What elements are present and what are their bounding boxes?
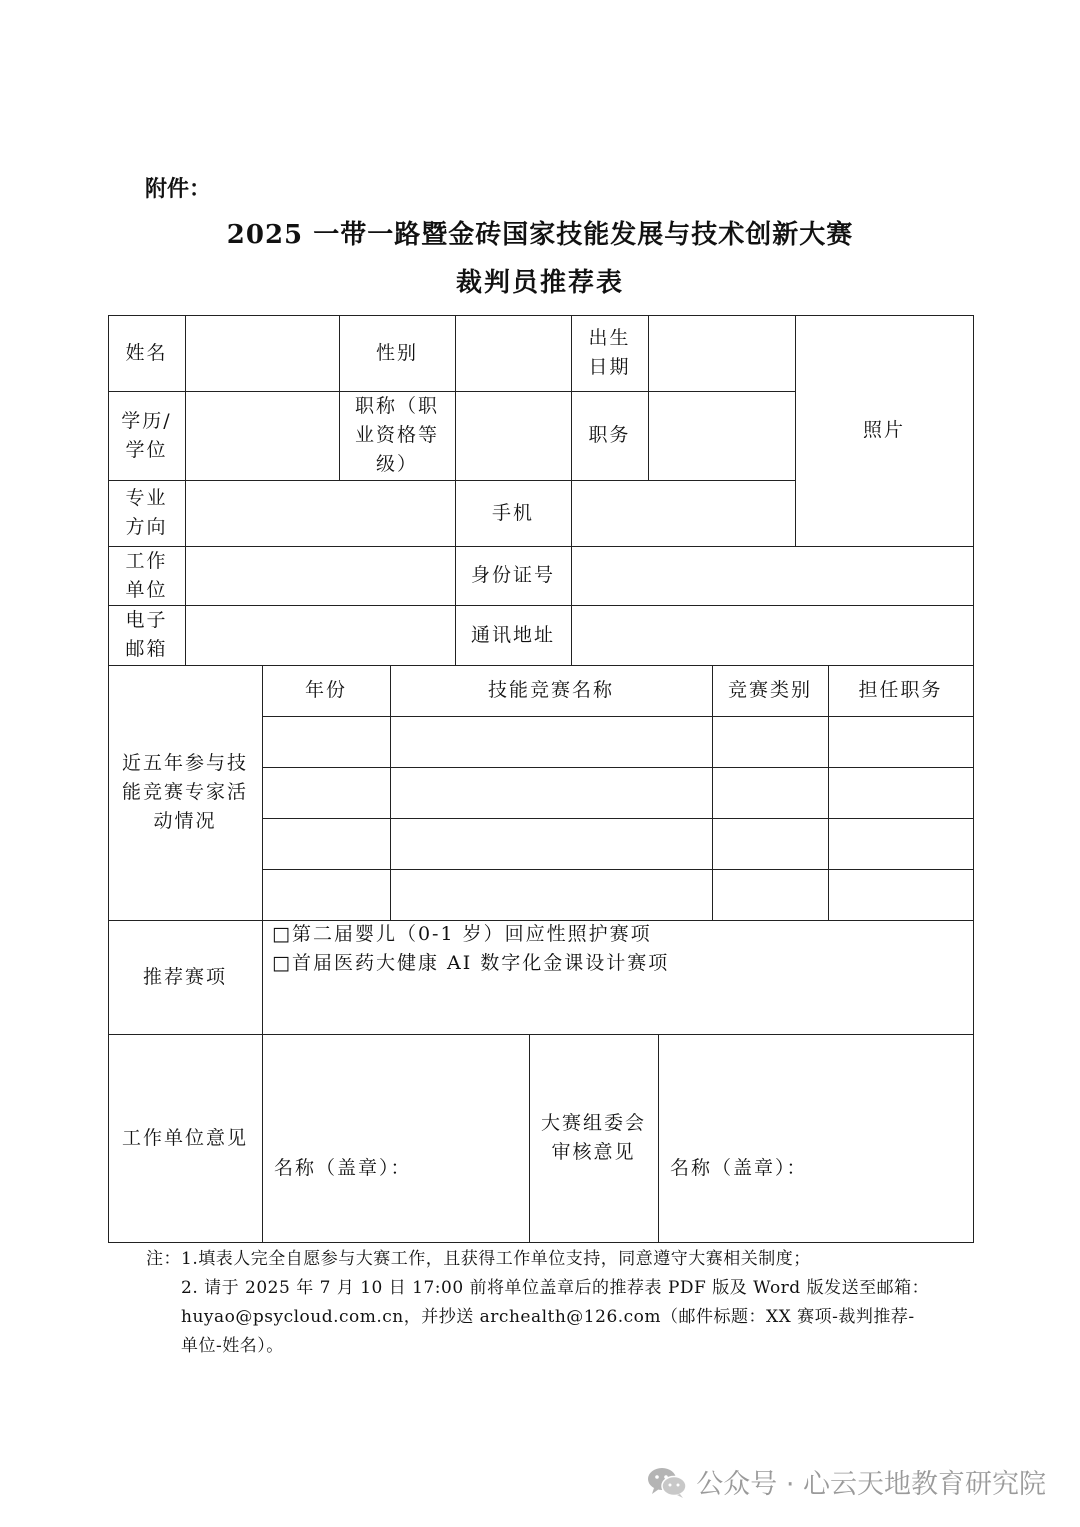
education-field[interactable]: [185, 391, 339, 480]
name-label: 姓名: [125, 341, 168, 364]
note-line: 2. 请于 2025 年 7 月 10 日 17:00 前将单位盖章后的推荐表 PDF 版及 Word 版发送至邮箱：: [181, 1278, 930, 1298]
employer-field[interactable]: [185, 546, 455, 605]
notes: [146, 1245, 966, 1361]
id-number-label: 身份证号: [470, 564, 555, 586]
note-line: 单位-姓名）。: [181, 1336, 284, 1356]
professional-title-field[interactable]: [455, 391, 571, 480]
activity-header-category: 竞赛类别: [727, 679, 812, 701]
note-line: huyao@psycloud.com.cn，并抄送 archealth@126.com（邮件标题：XX 赛项-裁判推荐-: [181, 1307, 915, 1327]
address-field[interactable]: [571, 605, 973, 665]
photo-box[interactable]: [795, 315, 973, 546]
major-field[interactable]: [185, 480, 455, 546]
employer-opinion-label: 工作单位意见: [121, 1126, 248, 1149]
email-field[interactable]: [185, 605, 455, 665]
position-field[interactable]: [648, 391, 795, 480]
activity-label: 近五年参与技 能竞赛专家活 动情况: [121, 752, 248, 832]
committee-stamp-label: 名称（盖章）：: [670, 1157, 808, 1179]
major-label: 专业 方向: [125, 487, 168, 538]
table-row[interactable]: [262, 716, 973, 767]
activity-header-year: 年份: [304, 679, 347, 701]
recommend-option-ai-course[interactable]: □首届医药大健康 AI 数字化金课设计赛项: [272, 952, 670, 974]
employer-label: 工作 单位: [125, 549, 168, 601]
recommend-option-infant-care[interactable]: □第二届婴儿（0-1 岁）回应性照护赛项: [272, 923, 652, 945]
recommend-options: [272, 920, 962, 1034]
name-field[interactable]: [185, 315, 339, 391]
id-number-field[interactable]: [571, 546, 973, 605]
photo-label: 照片: [862, 419, 905, 441]
phone-field[interactable]: [571, 480, 795, 546]
table-row[interactable]: [262, 767, 973, 818]
wechat-icon: [646, 1465, 688, 1499]
attachment-label: 附件：: [145, 176, 212, 202]
watermark-text: 公众号 · 心云天地教育研究院: [696, 1469, 1046, 1500]
professional-title-label: 职称（职 业资格等 级）: [354, 395, 439, 475]
employer-stamp-label: 名称（盖章）：: [274, 1157, 412, 1179]
gender-label: 性别: [375, 341, 418, 364]
note-line: 注：1.填表人完全自愿参与大赛工作，且获得工作单位支持，同意遵守大赛相关制度；: [146, 1249, 811, 1269]
committee-opinion-label: 大赛组委会 审核意见: [540, 1112, 646, 1163]
table-row[interactable]: [262, 818, 973, 869]
activity-header-role: 担任职务: [858, 679, 943, 701]
recommend-label: 推荐赛项: [142, 965, 227, 988]
education-label: 学历/ 学位: [121, 409, 172, 461]
address-label: 通讯地址: [470, 623, 555, 646]
birth-field[interactable]: [648, 315, 795, 391]
position-label: 职务: [588, 424, 631, 446]
phone-label: 手机: [491, 501, 534, 524]
form-title: 2025 一带一路暨金砖国家技能发展与技术创新大赛: [226, 220, 854, 250]
email-label: 电子 邮箱: [125, 609, 168, 660]
watermark: [646, 1462, 1046, 1501]
birth-label: 出生 日期: [588, 327, 631, 378]
form-subtitle: 裁判员推荐表: [455, 268, 624, 298]
gender-field[interactable]: [455, 315, 571, 391]
table-row[interactable]: [262, 869, 973, 920]
activity-header-competition: 技能竞赛名称: [487, 679, 614, 701]
